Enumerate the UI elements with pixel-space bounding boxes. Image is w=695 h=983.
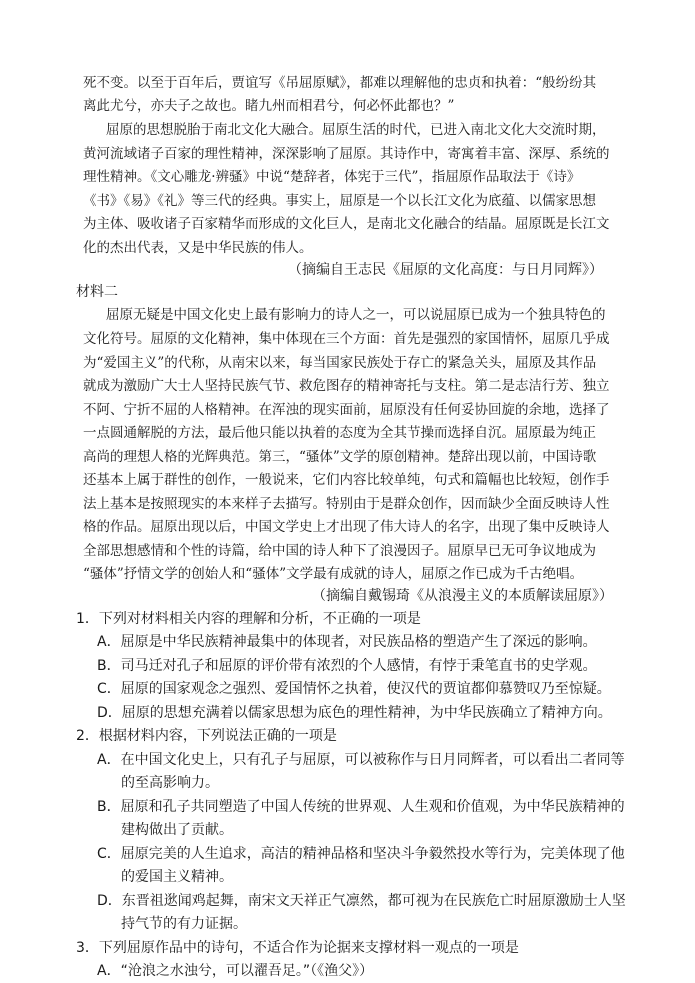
question-2-option[interactable]: B．屈原和孔子共同塑造了中国人传统的世界观、人生观和价值观，为中华民族精神的 [97,799,625,815]
question-1-option[interactable]: D．屈原的思想充满着以儒家思想为底色的理性精神，为中华民族确立了精神方向。 [97,705,612,721]
question-3-option[interactable]: A．“沧浪之水浊兮，可以濯吾足。”（《渔父》） [97,963,374,979]
question-3-stem: 3．下列屈原作品中的诗句，不适合作为论据来支撑材料一观点的一项是 [76,940,519,956]
material1-line: 死不变。以至于百年后，贾谊写《吊屈原赋》，都难以理解他的忠贞和执着：“般纷纷其 [83,75,597,91]
material2-line: 为“爱国主义”的代称，从南宋以来，每当国家民族处于存亡的紧急关头，屈原及其作品 [83,355,597,371]
material2-line: 还基本上属于群性的创作，一般说来，它们内容比较单纯，句式和篇幅也比较短，创作手 [83,472,610,488]
material1-line: 《书》《易》《礼》等三代的经典。事实上，屈原是一个以长江文化为底蕴、以儒家思想 [83,193,596,209]
material1-line: 离此尤兮，亦夫子之故也。睹九州而相君兮，何必怀此都也？” [83,98,455,114]
material2-line: 一点圆通解脱的方法，最后他只能以执着的态度为全其节操而选择自沉。屈原最为纯正 [83,425,596,441]
material1-line: 化的杰出代表，又是中华民族的伟人。 [83,240,313,256]
material2-line: “骚体”抒情文学的创始人和“骚体”文学最有成就的诗人，屈原之作已成为千古绝唱。 [83,566,584,582]
question-2-option-cont: 持气节的有力证据。 [121,916,247,932]
question-2-option[interactable]: D．东晋祖逖闻鸡起舞，南宋文天祥正气凛然，都可视为在民族危亡时屈原激励士人坚 [97,893,626,909]
material1-source: （摘编自王志民《屈原的文化高度：与日月同辉》） [288,262,603,278]
question-2-option-cont: 的爱国主义精神。 [121,869,233,885]
material2-source: （摘编自戴锡琦《从浪漫主义的本质解读屈原》） [312,588,613,604]
material2-line: 文化符号。屈原的文化精神，集中体现在三个方面：首先是强烈的家国情怀，屈原几乎成 [83,331,610,347]
question-2-stem: 2．根据材料内容，下列说法正确的一项是 [76,728,337,744]
material1-line: 为主体、吸收诸子百家精华而形成的文化巨人，是南北文化融合的结晶。屈原既是长江文 [83,216,610,232]
question-1-option[interactable]: A．屈原是中华民族精神最集中的体现者，对民族品格的塑造产生了深远的影响。 [97,634,597,650]
material2-line: 不阿、宁折不屈的人格精神。在浑浊的现实面前，屈原没有任何妥协回旋的余地，选择了 [83,402,610,418]
material1-line: 理性精神。《文心雕龙·辨骚》中说“楚辞者，体宪于三代”，指屈原作品取法于《诗》 [83,169,581,185]
question-1-option[interactable]: C．屈原的国家观念之强烈、爱国情怀之执着，使汉代的贾谊都仰慕赞叹乃至惊疑。 [97,681,611,697]
material2-line: 就成为激励广大士人坚持民族气节、救危图存的精神寄托与支柱。第二是志洁行芳、独立 [83,378,610,394]
material2-line: 全部思想感情和个性的诗篇，给中国的诗人种下了浪漫因子。屈原早已无可争议地成为 [83,543,596,559]
material1-line: 黄河流域诸子百家的理性精神，深深影响了屈原。其诗作中，寄寓着丰富、深厚、系统的 [83,146,610,162]
material2-heading: 材料二 [76,284,118,300]
question-1-option[interactable]: B．司马迁对孔子和屈原的评价带有浓烈的个人感情，有悖于秉笔直书的史学观。 [97,658,597,674]
question-2-option-cont: 的至高影响力。 [121,775,219,791]
question-2-option[interactable]: C．屈原完美的人生追求，高洁的精神品格和坚决斗争毅然投水等行为，完美体现了他 [97,846,625,862]
material1-line: 屈原的思想脱胎于南北文化大融合。屈原生活的时代，已进入南北文化大交流时期， [106,122,606,138]
material2-line: 法上基本是按照现实的本来样子去描写。特别由于是群众创作，因而缺少全面反映诗人性 [83,496,610,512]
question-2-option[interactable]: A．在中国文化史上，只有孔子与屈原，可以被称作与日月同辉者，可以看出二者同等 [97,752,625,768]
material2-line: 格的作品。屈原出现以后，中国文学史上才出现了伟大诗人的名字，出现了集中反映诗人 [83,519,610,535]
question-2-option-cont: 建构做出了贡献。 [121,822,233,838]
material2-line: 高尚的理想人格的光辉典范。第三，“骚体”文学的原创精神。楚辞出现以前，中国诗歌 [83,449,597,465]
question-1-stem: 1．下列对材料相关内容的理解和分析，不正确的一项是 [76,611,421,627]
material2-line: 屈原无疑是中国文化史上最有影响力的诗人之一，可以说屈原已成为一个独具特色的 [106,307,606,323]
